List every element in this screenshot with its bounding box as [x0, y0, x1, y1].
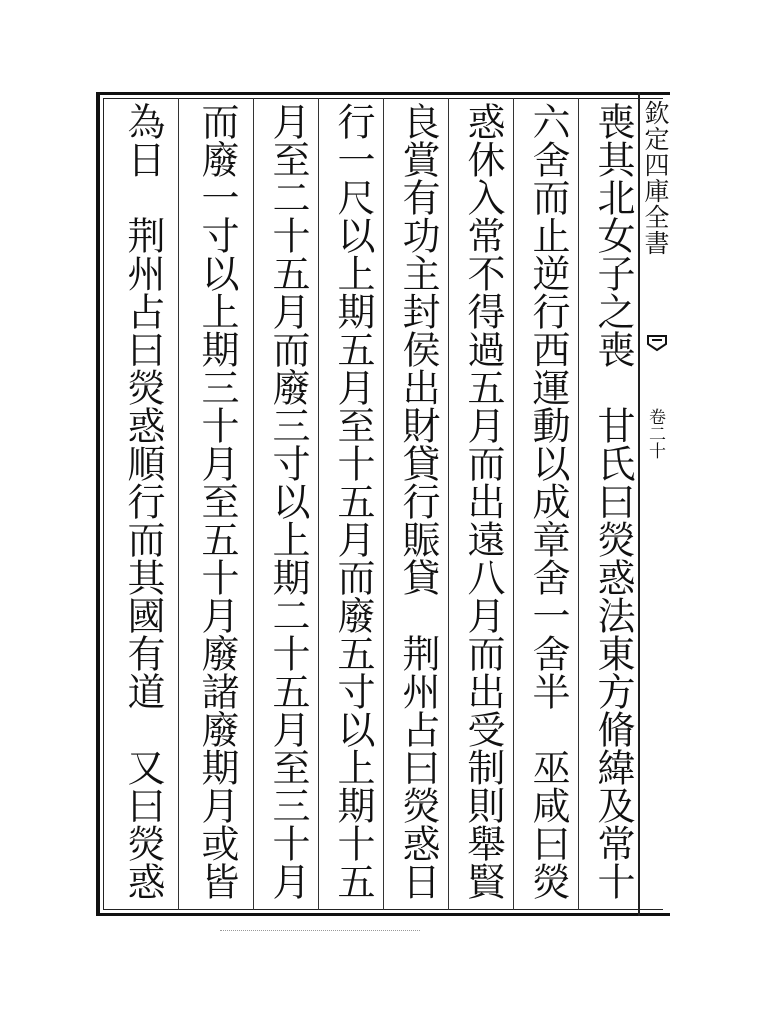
column-rule	[178, 98, 179, 910]
margin-volume-label: 卷二十	[645, 408, 665, 459]
text-column-7: 而廢一寸以上期三十月至五十月廢諸廢期月或皆	[195, 102, 239, 900]
text-column-2: 六舍而止逆行西運動以成章舍一舍半 巫咸曰熒	[526, 102, 570, 900]
scan-speckle	[220, 930, 420, 935]
column-rule	[253, 98, 254, 910]
text-column-8: 為日 荆州占曰熒惑順行而其國有道 又曰熒惑	[121, 102, 165, 900]
text-column-5: 行一尺以上期五月至十五月而廢五寸以上期十五	[331, 102, 375, 900]
fish-tail-ornament-icon	[646, 334, 668, 352]
margin-book-title: 欽定四庫全書	[641, 100, 670, 256]
text-column-1: 喪其北女子之喪 甘氏曰熒惑法東方脩緯及常十	[591, 102, 635, 900]
text-column-6: 月至二十五月而廢三寸以上期二十五月至三十月	[266, 102, 310, 900]
text-column-3: 惑休入常不得過五月而出遠八月而出受制則舉賢	[461, 102, 505, 900]
text-column-4: 良賞有功主封侯出財貸行賑貸 荆州占曰熒惑日	[396, 102, 440, 900]
